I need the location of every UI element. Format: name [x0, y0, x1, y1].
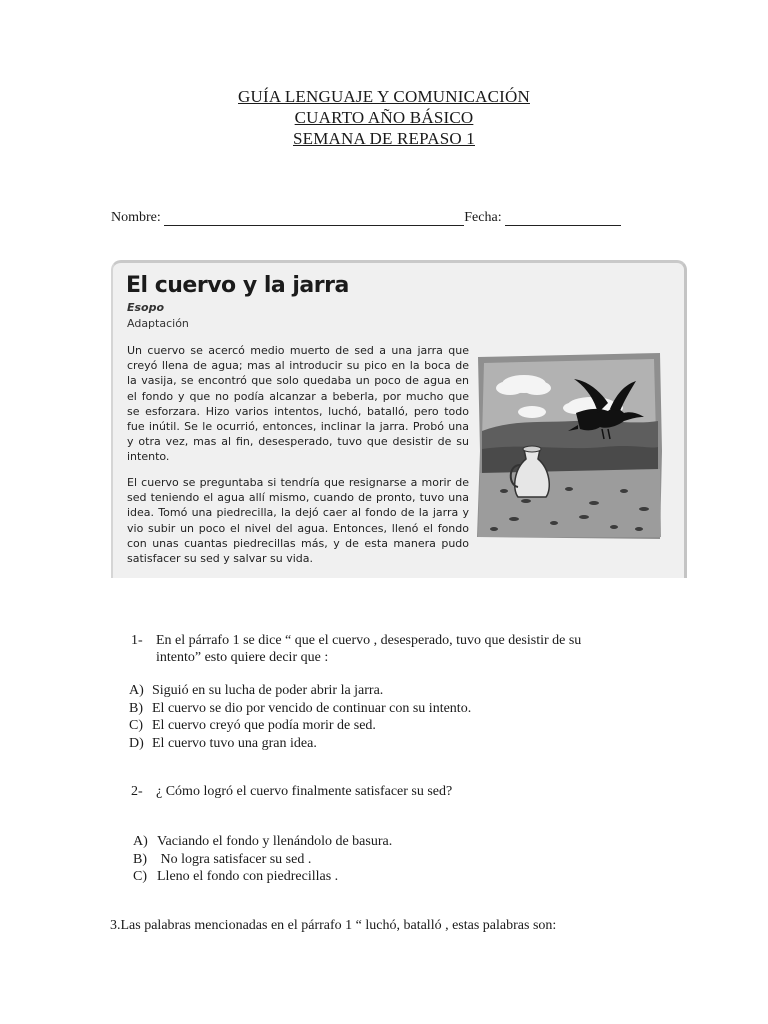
option-b[interactable]: B) El cuervo se dio por vencido de continuar con su intento.: [129, 700, 472, 716]
story-card: [111, 260, 687, 578]
story-author: Esopo: [127, 301, 165, 314]
option-a[interactable]: A) Vaciando el fondo y llenándolo de basura.: [133, 834, 393, 849]
option-c[interactable]: C) Lleno el fondo con piedrecillas .: [133, 869, 339, 884]
name-field-line[interactable]: [164, 211, 464, 226]
question-1-number: 1-: [131, 633, 143, 648]
question-2: [131, 783, 452, 800]
question-1: [131, 632, 581, 666]
date-label: Fecha:: [464, 210, 502, 225]
header-week: SEMANA DE REPASO 1: [293, 129, 475, 148]
option-a[interactable]: A) Siguió en su lucha de poder abrir la jarra.: [129, 683, 384, 698]
option-c[interactable]: C) El cuervo creyó que podía morir de sed.: [129, 718, 376, 733]
option-b[interactable]: B) No logra satisfacer su sed .: [133, 851, 312, 867]
question-3: 3.Las palabras mencionadas en el párrafo 1 “ luchó, batalló , estas palabras son:: [110, 918, 557, 933]
question-1-text-line1: En el párrafo 1 se dice “ que el cuervo , desesperado, tuvo que desistir de su: [156, 633, 582, 648]
worksheet-header: [0, 86, 768, 149]
header-subject: GUÍA LENGUAJE Y COMUNICACIÓN: [238, 87, 530, 106]
header-grade: CUARTO AÑO BÁSICO: [294, 108, 474, 127]
name-label: Nombre:: [111, 210, 161, 225]
option-d[interactable]: D) El cuervo tuvo una gran idea.: [129, 735, 317, 751]
story-paragraph-1: Un cuervo se acercó medio muerto de sed a una jarra que creyó llena de agua; mas al introducir su pico en la boca de la vasija, se encontró que solo quedaba un poco de agua en el fondo y que no podía alcanzar a beberla, por mucho que se esforzara. Hizo varios intentos, luchó, batalló, pero todo fue inútil. Se le ocurrió, entonces, inclinar la jarra. Probó una y otra vez, mas al fin, desesperado, tuvo que desistir de su intento.: [127, 344, 469, 464]
story-title: El cuervo y la jarra: [126, 273, 349, 298]
question-1-text-line2: intento” esto quiere decir que :: [156, 650, 329, 665]
question-2-text: ¿ Cómo logró el cuervo finalmente satisfacer su sed?: [156, 784, 453, 799]
question-2-options: [133, 833, 392, 886]
date-field-line[interactable]: [505, 211, 621, 226]
crow-and-jar-illustration: [474, 351, 664, 541]
question-2-number: 2-: [131, 784, 143, 799]
story-adaptation: Adaptación: [127, 317, 189, 330]
question-1-options: [129, 682, 471, 752]
story-paragraph-2: El cuervo se preguntaba si tendría que resignarse a morir de sed teniendo el agua allí mismo, cuando de pronto, tuvo una idea. Tomó una piedrecilla, la dejó caer al fondo de la jarra y vio subir un poco el nivel del agua. Entonces, llenó el fondo con unas cuantas piedrecillas más, y de esta manera pudo satisfacer su sed y salvar su vida.: [127, 476, 469, 566]
student-fields: [111, 210, 621, 226]
